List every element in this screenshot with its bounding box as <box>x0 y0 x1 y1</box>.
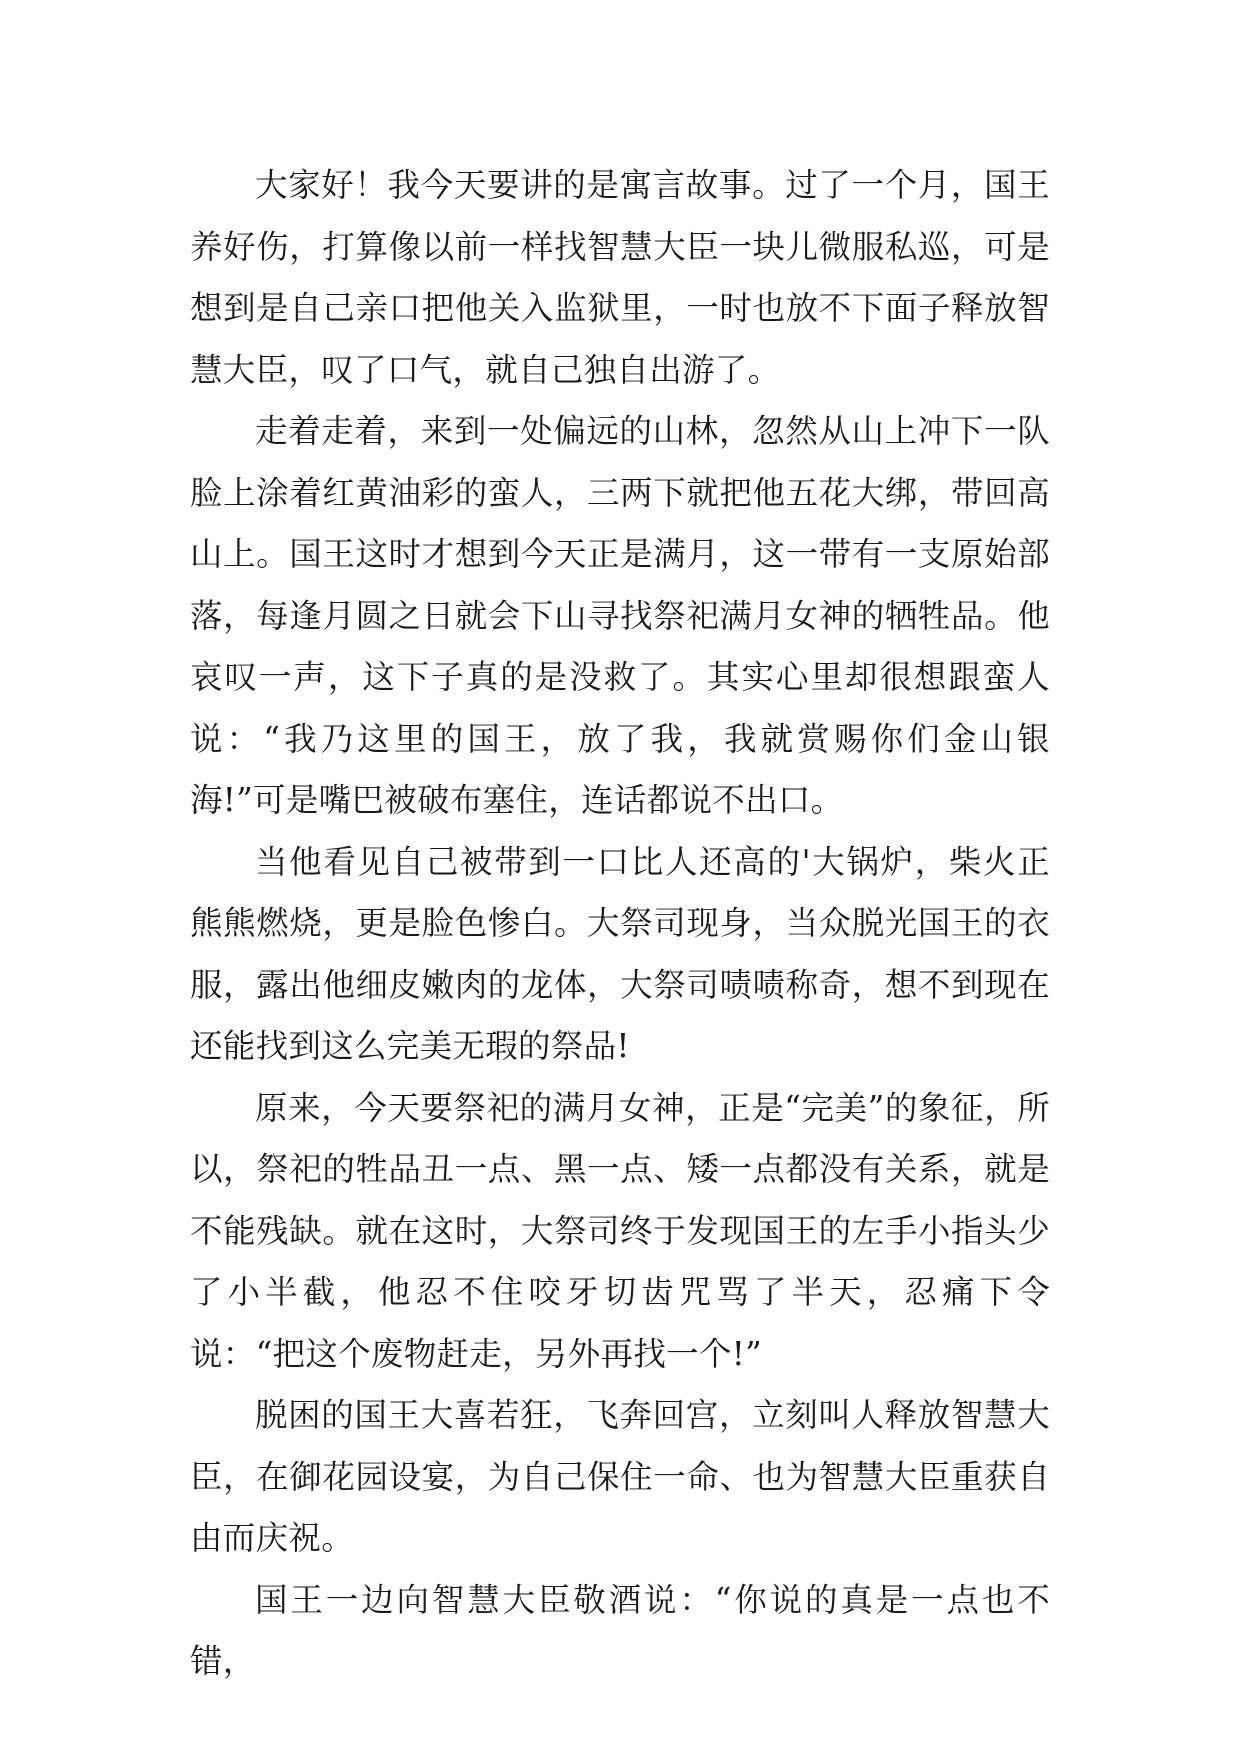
paragraph: 当他看见自己被带到一口比人还高的'大锅炉，柴火正熊熊燃烧，更是脸色惨白。大祭司现身，当众脱光国王的衣服，露出他细皮嫩肉的龙体，大祭司啧啧称奇，想不到现在还能找到这么完美无瑕的祭品! <box>190 842 1050 1065</box>
document-body <box>190 155 1050 1693</box>
paragraph: 走着走着，来到一处偏远的山林，忽然从山上冲下一队脸上涂着红黄油彩的蛮人，三两下就把他五花大绑，带回高山上。国王这时才想到今天正是满月，这一带有一支原始部落，每逢月圆之日就会下山寻找祭祀满月女神的牺牲品。他哀叹一声，这下子真的是没救了。其实心里却很想跟蛮人说：“我乃这里的国王，放了我，我就赏赐你们金山银海!”可是嘴巴被破布塞住，连话都说不出口。 <box>190 412 1050 819</box>
paragraph: 原来，今天要祭祀的满月女神，正是“完美”的象征，所以，祭祀的牲品丑一点、黑一点、矮一点都没有关系，就是不能残缺。就在这时，大祭司终于发现国王的左手小指头少了小半截，他忍不住咬牙切齿咒骂了半天，忍痛下令说：“把这个废物赶走，另外再找一个!” <box>190 1088 1050 1373</box>
paragraph: 大家好！我今天要讲的是寓言故事。过了一个月，国王养好伤，打算像以前一样找智慧大臣一块儿微服私巡，可是想到是自己亲口把他关入监狱里，一时也放不下面子释放智慧大臣，叹了口气，就自己独自出游了。 <box>190 166 1050 389</box>
paragraph: 国王一边向智慧大臣敬酒说：“你说的真是一点也不错， <box>190 1580 1050 1680</box>
paragraph: 脱困的国王大喜若狂，飞奔回宫，立刻叫人释放智慧大臣，在御花园设宴，为自己保住一命、也为智慧大臣重获自由而庆祝。 <box>190 1396 1050 1557</box>
